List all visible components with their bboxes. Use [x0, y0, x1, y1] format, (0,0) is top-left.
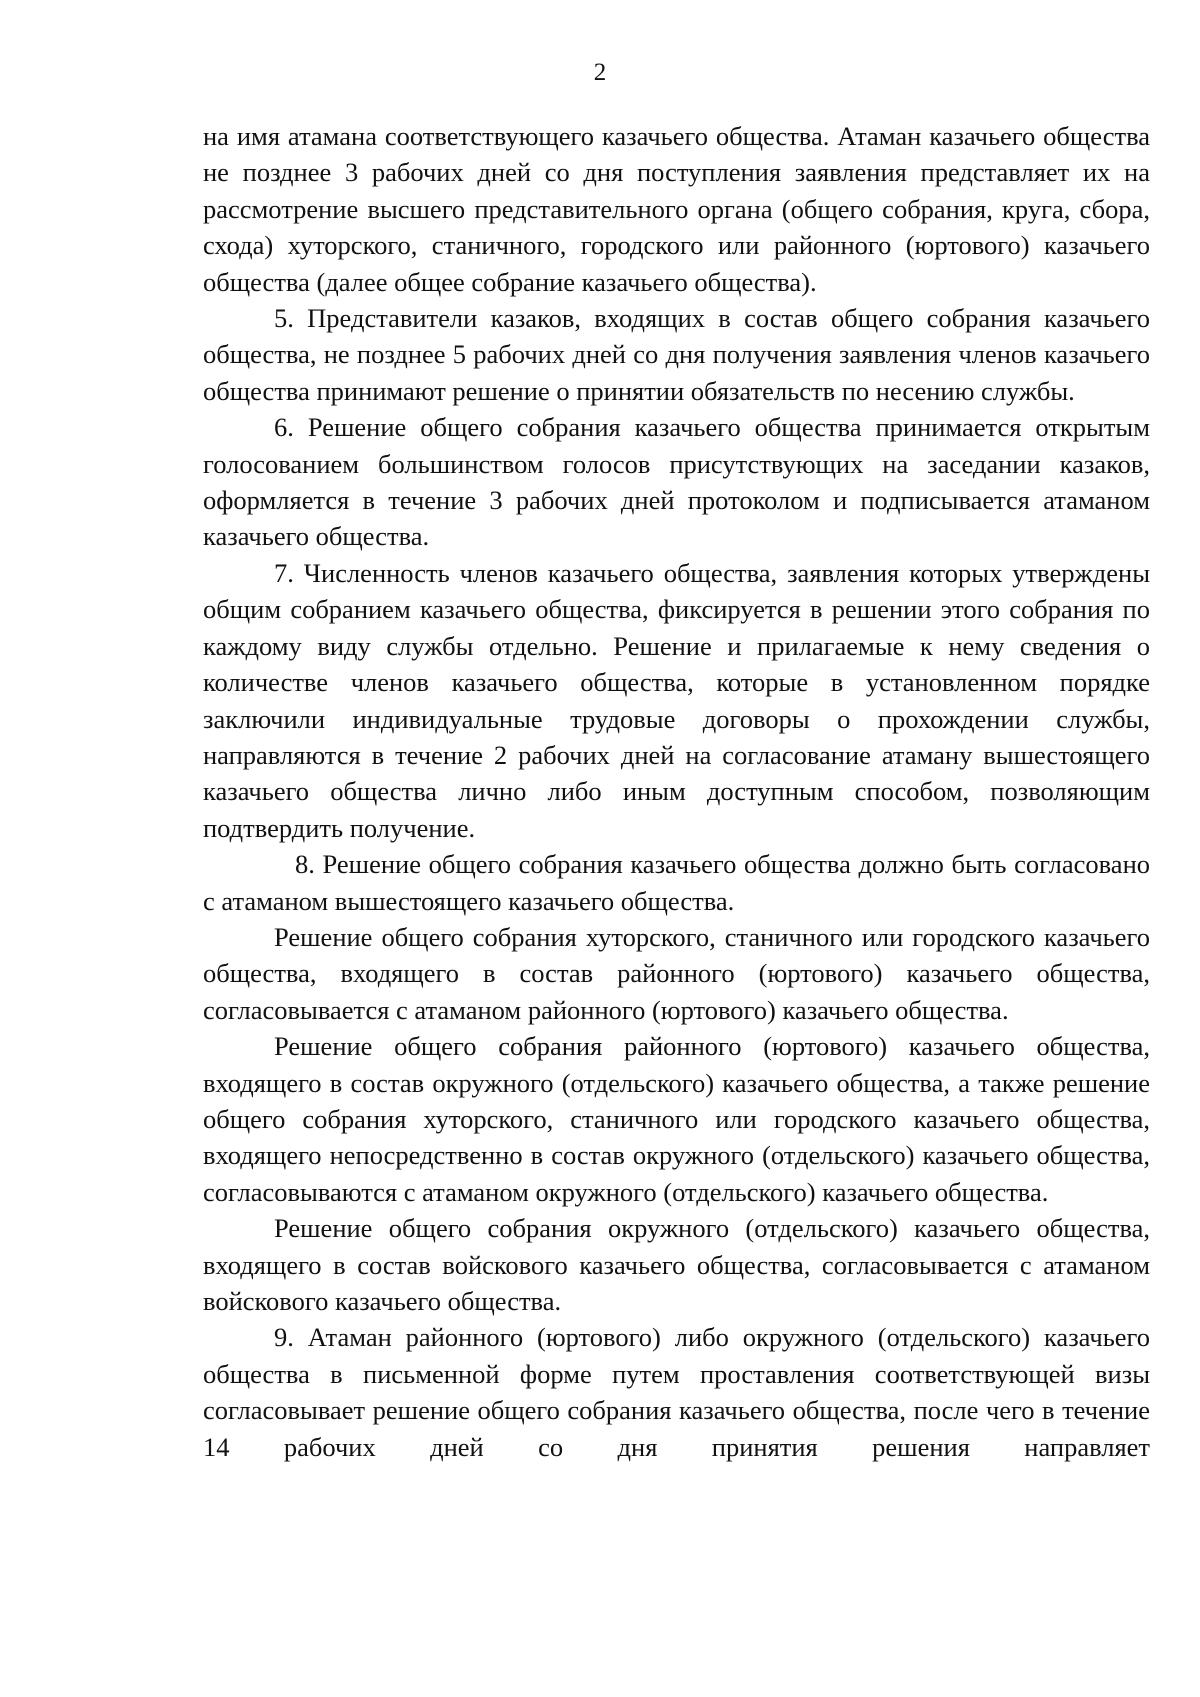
paragraph-item-6: 6. Решение общего собрания казачьего общества принимается открытым голосованием большинством голосов присутствующих на заседании казаков, оформляется в течение 3 рабочих дней протоколом и подписывается атаманом казачьего общества.: [203, 412, 1150, 552]
paragraph-item-9: 9. Атаман районного (юртового) либо окружного (отдельского) казачьего общества в письменной форме путем проставления соответствующей визы согласовывает решение общего собрания казачьего общества, после чего в течение 14 рабочих дней со дня принятия решения направляет: [203, 1322, 1150, 1462]
paragraph-item-7: 7. Численность членов казачьего общества, заявления которых утверждены общим собранием казачьего общества, фиксируется в решении этого собрания по каждому виду службы отдельно. Решение и прилагаемые к нему сведения о количестве членов казачьего общества, которые в установленном порядке заключили индивидуальные трудовые договоры о прохождении службы, направляются в течение 2 рабочих дней на согласование атаману вышестоящего казачьего общества лично либо иным доступным способом, позволяющим подтвердить получение.: [203, 557, 1150, 843]
paragraph-continuation: на имя атамана соответствующего казачьего общества. Атаман казачьего общества не позднее 3 рабочих дней со дня поступления заявления представляет их на рассмотрение высшего представительного органа (общего собрания, круга, сбора, схода) хуторского, станичного, городского или районного (юртового) казачьего общества (далее общее собрание казачьего общества).: [203, 121, 1150, 297]
paragraph-approval-military: Решение общего собрания окружного (отдельского) казачьего общества, входящего в состав войскового казачьего общества, согласовывается с атаманом войскового казачьего общества.: [203, 1213, 1150, 1316]
document-body: [203, 118, 1150, 1465]
paragraph-item-8: 8. Решение общего собрания казачьего общества должно быть согласовано с атаманом вышестоящего казачьего общества.: [203, 849, 1150, 916]
paragraph-approval-hamlet: Решение общего собрания хуторского, станичного или городского казачьего общества, входящего в состав районного (юртового) казачьего общества, согласовывается с атаманом районного (юртового) казачьего общества.: [203, 921, 1150, 1025]
paragraph-approval-district: Решение общего собрания районного (юртового) казачьего общества, входящего в состав окружного (отдельского) казачьего общества, а также решение общего собрания хуторского, станичного или городского казачьего общества, входящего непосредственно в состав окружного (отдельского) казачьего общества, согласовываются с атаманом окружного (отдельского) казачьего общества.: [203, 1031, 1150, 1207]
paragraph-item-5: 5. Представители казаков, входящих в состав общего собрания казачьего общества, не позднее 5 рабочих дней со дня получения заявления членов казачьего общества принимают решение о принятии обязательств по несению службы.: [203, 303, 1150, 406]
page-number: 2: [593, 59, 607, 86]
